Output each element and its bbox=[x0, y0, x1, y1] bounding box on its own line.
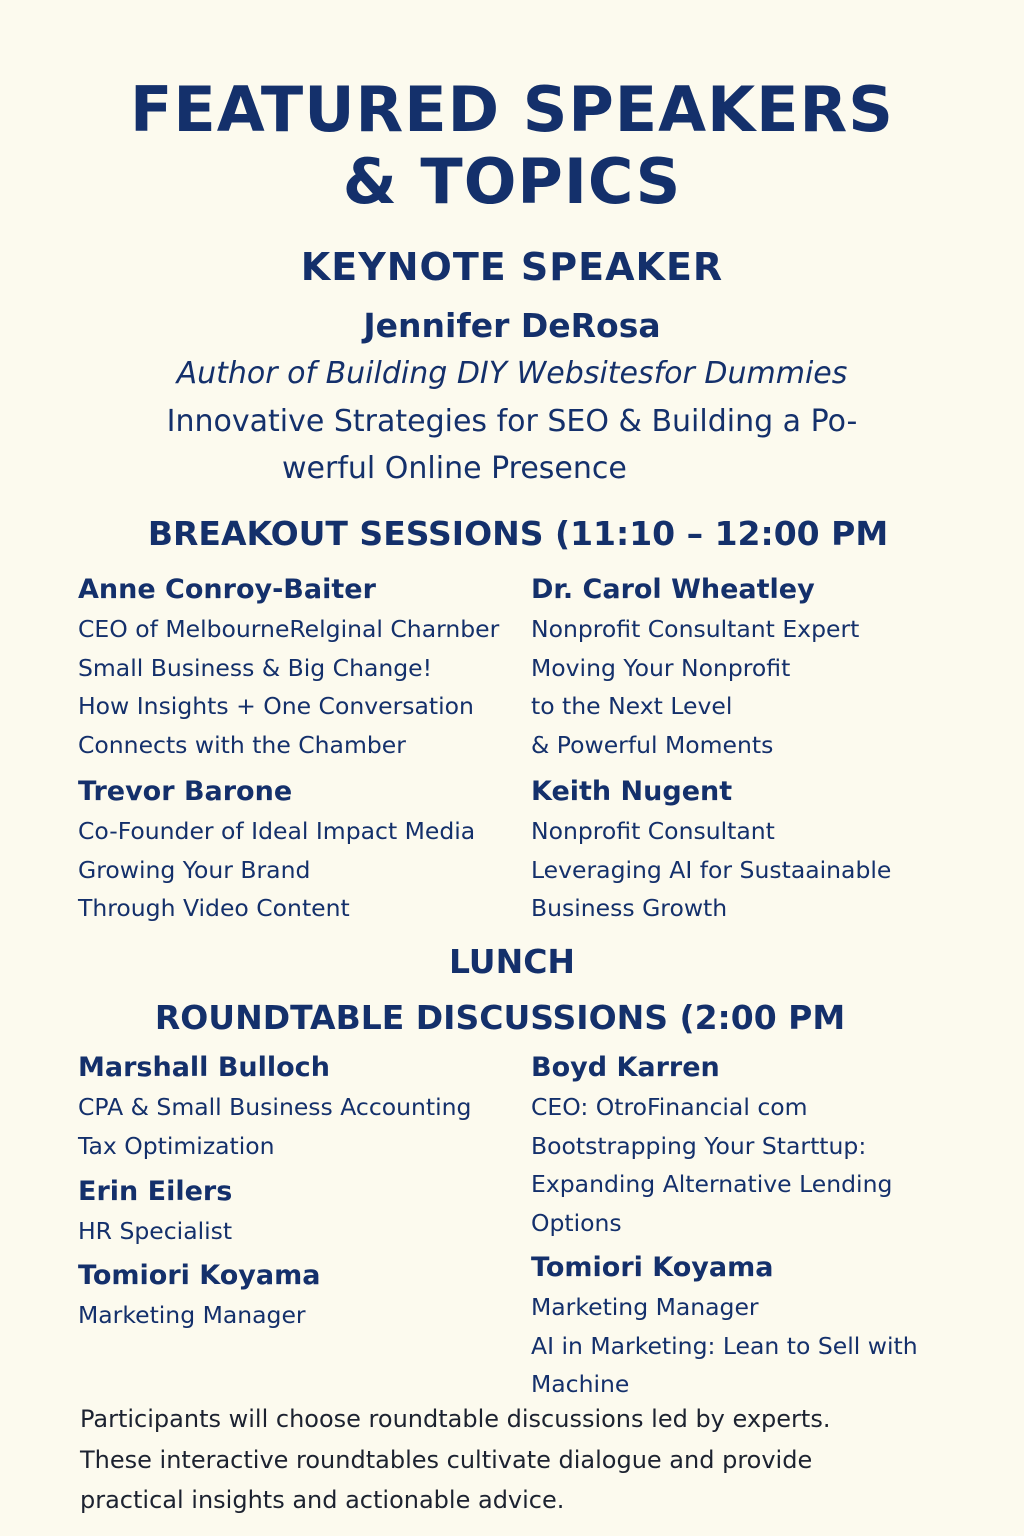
session-topic-line: to the Next Level bbox=[531, 692, 733, 720]
session-topic-line: Leveraging AI for Sustaainable bbox=[531, 855, 892, 884]
speaker-role: Nonprofit Consultant Expert bbox=[531, 615, 860, 643]
breakout-speaker-card bbox=[531, 572, 971, 764]
session-topic-line: Business Growth bbox=[531, 894, 728, 922]
footer-note-line-1: Participants will choose roundtable discussions led by experts. bbox=[80, 1405, 831, 1433]
speaker-name: Anne Conroy-Baiter bbox=[78, 574, 376, 605]
roundtable-speaker-card bbox=[531, 1050, 971, 1242]
lunch-heading: LUNCH bbox=[448, 942, 576, 981]
keynote-speaker-name: Jennifer DeRosa bbox=[363, 306, 661, 345]
session-topic-line: Connects with the Chamber bbox=[78, 730, 406, 759]
keynote-topic-line-2: werful Online Presence bbox=[282, 451, 627, 486]
speaker-role: HR Specialist bbox=[78, 1217, 233, 1245]
speaker-role: CPA & Small Business Accounting bbox=[78, 1093, 472, 1121]
keynote-topic-line-1: Innovative Strategies for SEO & Building a Po- bbox=[166, 404, 858, 439]
keynote-speaker-book: Author of Building DIY Websitesfor Dummies bbox=[176, 356, 848, 391]
session-topic-line: Through Video Content bbox=[78, 894, 350, 922]
session-topic-line: Small Business & Big Change! bbox=[78, 653, 433, 682]
speaker-role: Nonprofit Consultant bbox=[531, 817, 775, 845]
speaker-name: Tomiori Koyama bbox=[78, 1260, 321, 1291]
roundtable-speaker-card bbox=[531, 1250, 971, 1404]
session-topic-line: How Insights + One Conversation bbox=[78, 692, 474, 720]
speaker-name: Boyd Karren bbox=[531, 1052, 720, 1083]
speaker-role: CEO of MelbourneRelginal Charnber bbox=[78, 615, 500, 643]
session-topic-line: & Powerful Moments bbox=[531, 730, 774, 759]
speaker-name: Trevor Barone bbox=[78, 776, 293, 807]
speaker-name: Dr. Carol Wheatley bbox=[531, 574, 815, 605]
speaker-role: CEO: OtroFinancial com bbox=[531, 1093, 808, 1121]
breakout-speaker-card bbox=[78, 774, 518, 928]
breakout-speaker-card bbox=[531, 774, 971, 928]
page-title-line-1: FEATURED SPEAKERS bbox=[130, 73, 894, 146]
roundtable-speaker-card bbox=[78, 1050, 518, 1165]
session-topic-line: Tax Optimization bbox=[78, 1131, 275, 1160]
page-title-line-2: & TOPICS bbox=[342, 145, 682, 218]
session-topic-line: Machine bbox=[531, 1370, 630, 1398]
session-topic-line: Moving Your Nonprofit bbox=[531, 653, 791, 682]
speaker-role: Marketing Manager bbox=[531, 1293, 759, 1321]
session-topic-line: Bootstrapping Your Starttup: bbox=[531, 1131, 867, 1160]
session-topic-line: AI in Marketing: Lean to Sell with bbox=[531, 1331, 918, 1360]
session-topic-line: Options bbox=[531, 1208, 622, 1237]
keynote-heading: KEYNOTE SPEAKER bbox=[300, 245, 724, 289]
breakout-speaker-card bbox=[78, 572, 518, 764]
footer-note-line-3: practical insights and actionable advice. bbox=[80, 1486, 565, 1514]
session-topic-line: Expanding Alternative Lending bbox=[531, 1170, 893, 1198]
roundtable-speaker-card bbox=[78, 1258, 518, 1335]
roundtable-heading: ROUNDTABLE DISCUSSIONS (2:00 PM bbox=[154, 998, 846, 1037]
speaker-name: Erin Eilers bbox=[78, 1176, 233, 1207]
roundtable-speaker-card bbox=[78, 1174, 518, 1251]
speaker-name: Marshall Bulloch bbox=[78, 1052, 330, 1083]
session-topic-line: Growing Your Brand bbox=[78, 855, 311, 884]
speaker-role: Marketing Manager bbox=[78, 1301, 306, 1329]
speaker-name: Keith Nugent bbox=[531, 776, 733, 807]
speaker-name: Tomiori Koyama bbox=[531, 1252, 774, 1283]
breakout-heading: BREAKOUT SESSIONS (11:10 – 12:00 PM bbox=[147, 514, 889, 553]
footer-note-line-2: These interactive roundtables cultivate dialogue and provide bbox=[80, 1446, 813, 1474]
speaker-role: Co-Founder of Ideal Impact Media bbox=[78, 817, 476, 845]
